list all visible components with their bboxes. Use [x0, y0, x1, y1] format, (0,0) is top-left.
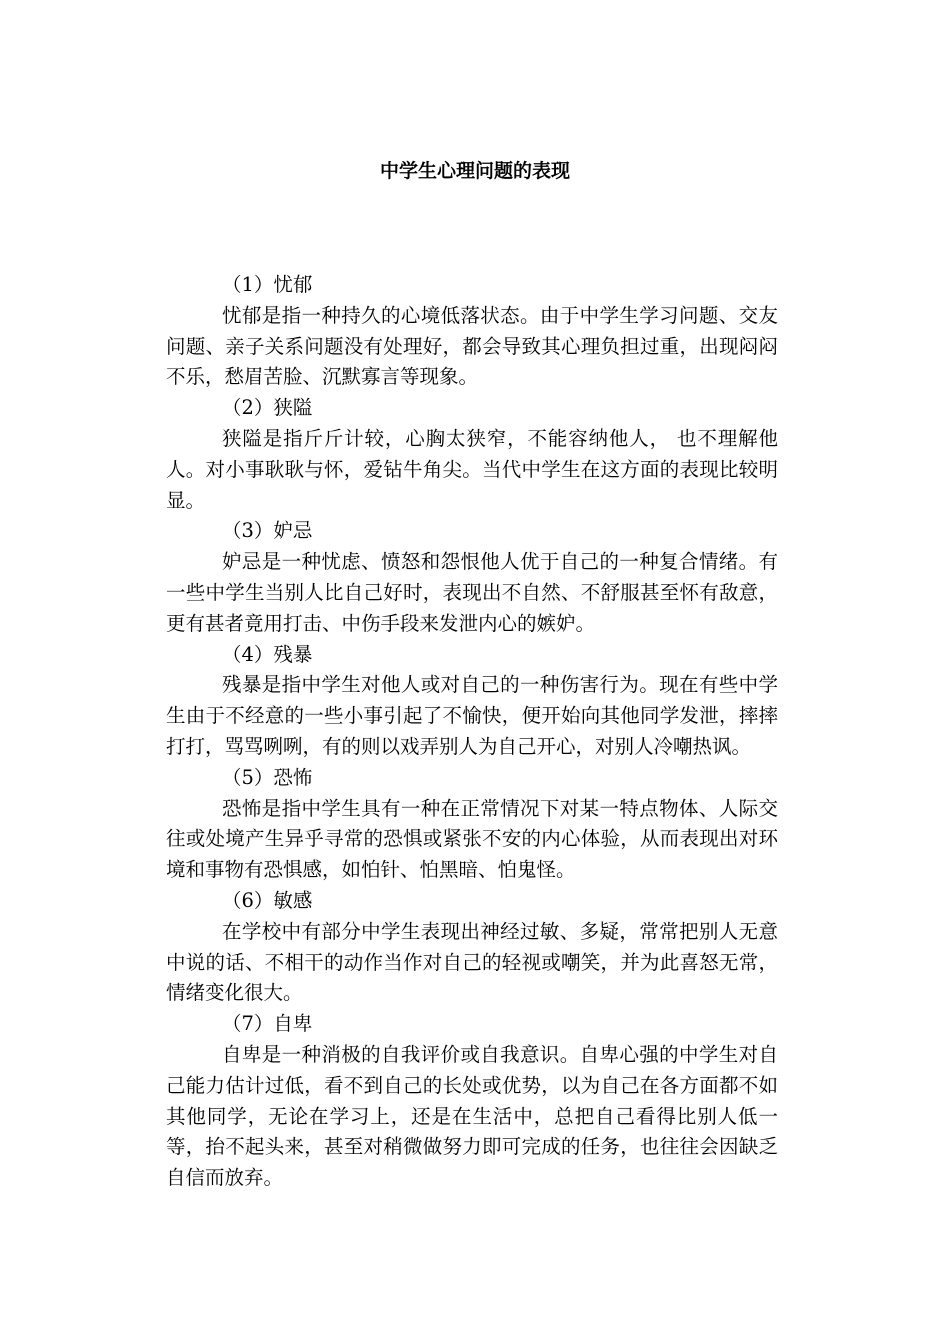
- section-jealousy: [166, 516, 778, 639]
- section-narrow-mindedness: [166, 393, 778, 516]
- section-depression: [166, 270, 778, 393]
- section-paragraph: 残暴是指中学生对他人或对自己的一种伤害行为。现在有些中学生由于不经意的一些小事引起了不愉快，便开始向其他同学发泄，摔摔打打，骂骂咧咧，有的则以戏弄别人为自己开心，对别人冷嘲热讽。: [166, 673, 778, 758]
- section-heading: （1）忧郁: [222, 273, 313, 296]
- section-paragraph: 妒忌是一种忧虑、愤怒和怨恨他人优于自己的一种复合情绪。有一些中学生当别人比自己好时，表现出不自然、不舒服甚至怀有敌意，更有甚者竟用打击、中伤手段来发泄内心的嫉妒。: [166, 550, 778, 635]
- document-title: 中学生心理问题的表现: [379, 160, 570, 182]
- section-paragraph: 在学校中有部分中学生表现出神经过敏、多疑，常常把别人无意中说的话、不相干的动作当作对自己的轻视或嘲笑，并为此喜怒无常，情绪变化很大。: [166, 919, 778, 1005]
- section-paragraph: 恐怖是指中学生具有一种在正常情况下对某一特点物体、人际交往或处境产生异乎寻常的恐惧或紧张不安的内心体验，从而表现出对环境和事物有恐惧感，如怕针、怕黑暗、怕鬼怪。: [166, 796, 778, 882]
- section-heading: （6）敏感: [222, 888, 313, 912]
- section-paragraph: 自卑是一种消极的自我评价或自我意识。自卑心强的中学生对自己能力估计过低，看不到自己的长处或优势，以为自己在各方面都不如其他同学，无论在学习上，还是在生活中，总把自己看得比别人低一等，抬不起头来，甚至对稍微做努力即可完成的任务，也往往会因缺乏自信而放弃。: [166, 1042, 778, 1190]
- section-heading: （2）狭隘: [222, 396, 313, 420]
- section-sensitivity: [166, 886, 778, 1009]
- section-fear: [166, 763, 778, 886]
- document-body: [166, 270, 778, 1194]
- section-inferiority: [166, 1009, 778, 1194]
- section-paragraph: 狭隘是指斤斤计较，心胸太狭窄，不能容纳他人， 也不理解他人。对小事耿耿与怀，爱钻牛角尖。当代中学生在这方面的表现比较明显。: [166, 426, 778, 512]
- section-paragraph: 忧郁是指一种持久的心境低落状态。由于中学生学习问题、交友问题、亲子关系问题没有处理好，都会导致其心理负担过重，出现闷闷不乐，愁眉苦脸、沉默寡言等现象。: [166, 303, 778, 389]
- section-heading: （3）妒忌: [222, 519, 313, 543]
- section-cruelty: [166, 640, 778, 763]
- section-heading: （4）残暴: [222, 642, 313, 666]
- section-heading: （7）自卑: [222, 1012, 313, 1036]
- section-heading: （5）恐怖: [222, 765, 313, 789]
